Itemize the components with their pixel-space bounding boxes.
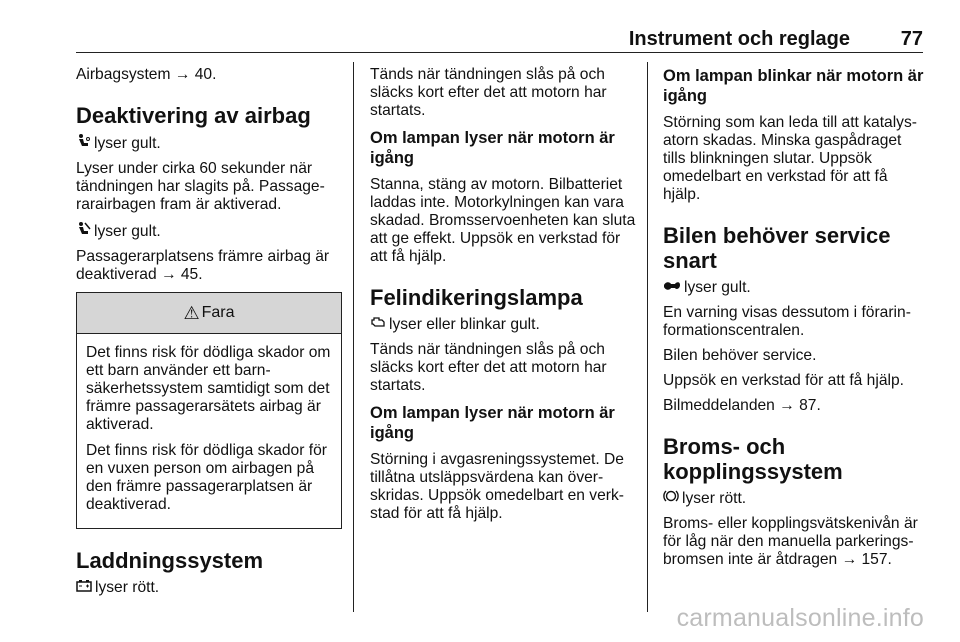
header-divider bbox=[76, 52, 923, 53]
heading-airbag-deactivation: Deaktivering av airbag bbox=[76, 103, 311, 128]
service-description-3: Uppsök en verkstad för att få hjälp. bbox=[663, 372, 904, 389]
battery-icon bbox=[76, 578, 92, 596]
heading-brake-clutch-system: Broms- och kopplingssystem bbox=[663, 434, 843, 484]
heading-malfunction-lamp: Felindikeringslampa bbox=[370, 285, 583, 310]
heading-lamp-blinking: Om lampan blinkar när motorn är igång bbox=[663, 67, 924, 105]
column-divider-1 bbox=[353, 62, 354, 612]
exhaust-fault-description: Störning i avgasreningssystemet. De tillåtna utsläppsvärdena kan överskridas. Uppsök omedelbart en verkstad för att få hjälp. bbox=[370, 451, 624, 522]
section-title: Instrument och reglage bbox=[628, 28, 850, 50]
airbag-system-reference: Airbagsystem → 40. bbox=[76, 66, 217, 83]
service-description-1: En varning visas dessutom i förarinformationscentralen. bbox=[663, 304, 911, 339]
column-1 bbox=[76, 66, 342, 604]
airbag-off-icon bbox=[76, 133, 91, 152]
engine-icon bbox=[370, 315, 386, 333]
column-divider-2 bbox=[647, 62, 648, 612]
charging-lamp-text: lyser rött. bbox=[95, 579, 160, 596]
heading-lamp-on-engine-running-2: Om lampan lyser när motorn är igång bbox=[370, 404, 615, 442]
danger-warning-box bbox=[76, 292, 342, 529]
danger-warning-paragraph-1: Det finns risk för dödliga skador om ett barn använder ett barnsäkerhetssystem samtidigt som det främre passagerarsätets airbag är aktiverad. bbox=[86, 344, 331, 433]
airbag-active-description: Lyser under cirka 60 sekunder när tändningen har slagits på. Passagerarairbagen fram är aktiverad. bbox=[76, 160, 325, 213]
page-number: 77 bbox=[900, 28, 923, 50]
danger-warning-header bbox=[77, 293, 341, 334]
airbag-disabled-icon bbox=[76, 221, 91, 240]
warning-triangle-icon: ⚠ bbox=[183, 303, 200, 323]
danger-warning-title: Fara bbox=[201, 304, 235, 321]
column-2 bbox=[370, 66, 636, 530]
heading-lamp-on-engine-running-1: Om lampan lyser när motorn är igång bbox=[370, 129, 615, 167]
danger-warning-paragraph-2: Det finns risk för dödliga skador för en vuxen person om airbagen på den främre passagerarplatsen är deaktiverad. bbox=[86, 442, 327, 513]
charging-stop-instructions: Stanna, stäng av motorn. Bilbatteriet laddas inte. Motorkylningen kan vara skadad. Bromsservoenheten kan sluta att ge effekt. Uppsök en verkstad för att få hjälp. bbox=[370, 176, 636, 265]
watermark: carmanualsonline.info bbox=[676, 604, 924, 632]
malfunction-lamp-line bbox=[370, 315, 636, 334]
heading-charging-system: Laddningssystem bbox=[76, 548, 264, 573]
airbag-disabled-lamp-line bbox=[76, 221, 342, 241]
charging-lamp-intro: Tänds när tändningen slås på och släcks kort efter det att motorn har startats. bbox=[370, 66, 607, 119]
brake-fluid-description: Broms- eller kopplingsvätskenivån är för låg när den manuella parkeringsbromsen inte är åtdragen → 157. bbox=[663, 515, 918, 568]
catalyst-damage-description: Störning som kan leda till att katalysatorn skadas. Minska gaspådraget tills blinkningen slutar. Uppsök omedelbart en verkstad för att få hjälp. bbox=[663, 114, 917, 203]
service-lamp-text: lyser gult. bbox=[684, 279, 751, 296]
malfunction-lamp-intro: Tänds när tändningen slås på och släcks kort efter det att motorn har startats. bbox=[370, 341, 607, 394]
column-3 bbox=[663, 66, 925, 576]
charging-lamp-line bbox=[76, 578, 342, 597]
airbag-lamp-text: lyser gult. bbox=[94, 135, 161, 152]
service-lamp-line bbox=[663, 278, 925, 297]
brake-lamp-text: lyser rött. bbox=[682, 490, 747, 507]
brake-warning-icon bbox=[663, 489, 679, 507]
service-description-2: Bilen behöver service. bbox=[663, 347, 817, 364]
danger-warning-body bbox=[77, 334, 341, 528]
airbag-disabled-lamp-text: lyser gult. bbox=[94, 223, 161, 240]
airbag-deactivated-description: Passagerarplatsens främre airbag är deaktiverad → 45. bbox=[76, 248, 330, 283]
malfunction-lamp-text: lyser eller blinkar gult. bbox=[389, 316, 540, 333]
vehicle-messages-reference: Bilmeddelanden → 87. bbox=[663, 397, 821, 414]
wrench-icon bbox=[663, 278, 681, 296]
brake-lamp-line bbox=[663, 489, 925, 508]
heading-service-soon: Bilen behöver service snart bbox=[663, 223, 891, 273]
airbag-lamp-line bbox=[76, 133, 342, 153]
